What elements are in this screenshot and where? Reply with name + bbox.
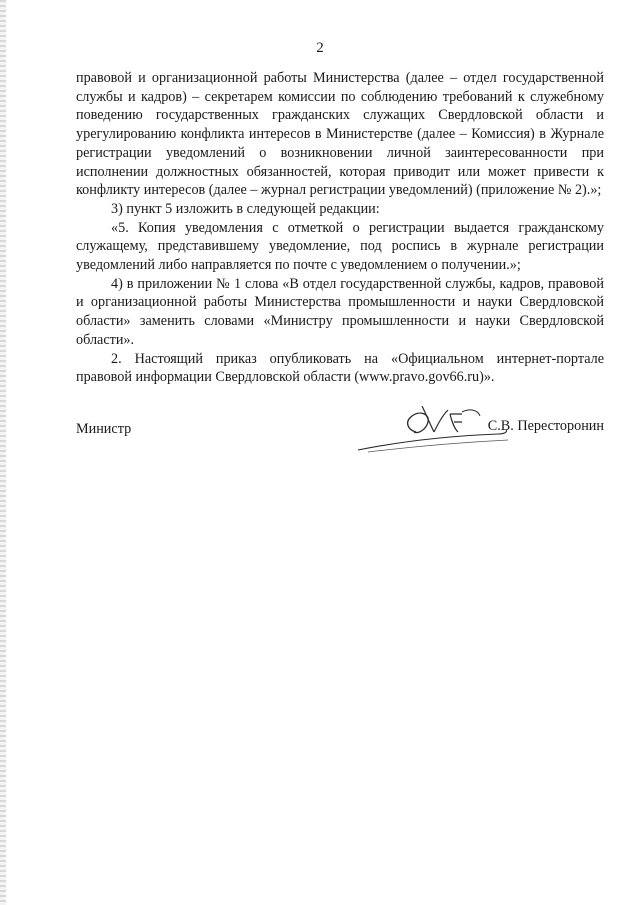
- page-number: 2: [316, 40, 324, 56]
- scan-edge: [0, 0, 6, 905]
- paragraph-item-3: 3) пункт 5 изложить в следующей редакции:: [111, 200, 380, 217]
- paragraph-quote-5: «5. Копия уведомления с отметкой о регистрации выдается гражданскому служащему, представившему уведомление, под роспись в журнале регистрации уведомлений либо направляется по почте с уведомлением о получении.»;: [76, 219, 604, 274]
- document-body: [76, 69, 604, 387]
- paragraph-item-4: 4) в приложении № 1 слова «В отдел государственной службы, кадров, правовой и организационной работы Министерства промышленности и науки Свердловской области» заменить словами «Министру промышленности и науки Свердловской области».: [76, 275, 604, 348]
- paragraph-continuation: правовой и организационной работы Министерства (далее – отдел государственной службы и кадров) – секретарем комиссии по соблюдению требований к служебному поведению государственных гражданских служащих Свердловской области и урегулированию конфликта интересов в Министерстве (далее – Комиссия) в Журнале регистрации уведомлений о возникновении личной заинтересованности при исполнении должностных обязанностей, которая приводит или может привести к конфликту интересов (далее – журнал регистрации уведомлений) (приложение № 2).»;: [76, 70, 604, 199]
- signer-position: Министр: [76, 421, 132, 437]
- signature-block: [76, 418, 604, 458]
- paragraph-clause-2: 2. Настоящий приказ опубликовать на «Официальном интернет-портале правовой информации Свердловской области (www.pravo.gov66.ru)».: [76, 350, 604, 386]
- signer-name: С.В. Пересторонин: [487, 418, 604, 434]
